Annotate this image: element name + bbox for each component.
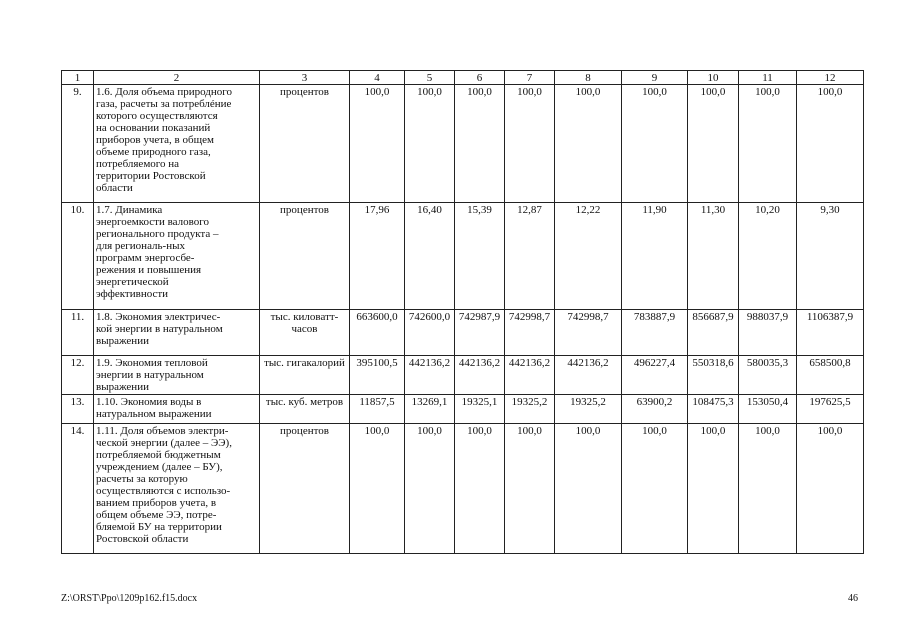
value-cell: 580035,3: [739, 356, 797, 395]
value-cell: 100,0: [405, 85, 455, 203]
column-number: 2: [94, 71, 260, 85]
column-number: 12: [797, 71, 864, 85]
table-row: [62, 424, 864, 554]
unit-of-measure: тыс. киловатт- часов: [260, 310, 350, 356]
value-cell: 13269,1: [405, 395, 455, 424]
value-cell: 742998,7: [555, 310, 622, 356]
value-cell: 100,0: [622, 85, 688, 203]
value-cell: 783887,9: [622, 310, 688, 356]
value-cell: 395100,5: [350, 356, 405, 395]
value-cell: 742600,0: [405, 310, 455, 356]
value-cell: 63900,2: [622, 395, 688, 424]
indicator-name: 1.6. Доля объема природного газа, расчеты за потреблéние которого осуществляются на основании показаний приборов учета, в общем объеме природного газа, потребляемого на территории Ростовской области: [94, 85, 260, 203]
value-cell: 100,0: [739, 85, 797, 203]
value-cell: 100,0: [797, 424, 864, 554]
value-cell: 100,0: [505, 85, 555, 203]
column-number: 11: [739, 71, 797, 85]
value-cell: 9,30: [797, 203, 864, 310]
value-cell: 742998,7: [505, 310, 555, 356]
column-number-row: [62, 71, 864, 85]
unit-of-measure: процентов: [260, 203, 350, 310]
indicator-name: 1.7. Динамика энергоемкости валового регионального продукта – для региональ-ных программ энергосбе- режения и повышения энергетической эффективности: [94, 203, 260, 310]
unit-of-measure: процентов: [260, 85, 350, 203]
column-number: 1: [62, 71, 94, 85]
indicator-name: 1.9. Экономия тепловой энергии в натуральном выражении: [94, 356, 260, 395]
table-body: [62, 71, 864, 554]
column-number: 5: [405, 71, 455, 85]
value-cell: 17,96: [350, 203, 405, 310]
unit-of-measure: процентов: [260, 424, 350, 554]
value-cell: 442136,2: [455, 356, 505, 395]
row-number: 9.: [62, 85, 94, 203]
value-cell: 550318,6: [688, 356, 739, 395]
value-cell: 100,0: [688, 424, 739, 554]
value-cell: 100,0: [405, 424, 455, 554]
value-cell: 100,0: [688, 85, 739, 203]
value-cell: 100,0: [455, 424, 505, 554]
indicator-name: 1.10. Экономия воды в натуральном выражении: [94, 395, 260, 424]
value-cell: 19325,2: [555, 395, 622, 424]
value-cell: 100,0: [622, 424, 688, 554]
value-cell: 153050,4: [739, 395, 797, 424]
value-cell: 10,20: [739, 203, 797, 310]
value-cell: 496227,4: [622, 356, 688, 395]
indicator-name: 1.8. Экономия электричес- кой энергии в натуральном выражении: [94, 310, 260, 356]
value-cell: 108475,3: [688, 395, 739, 424]
value-cell: 1106387,9: [797, 310, 864, 356]
indicator-name: 1.11. Доля объемов электри- ческой энергии (далее – ЭЭ), потребляемой бюджетным учреждением (далее – БУ), расчеты за которую осуществляются с использо- ванием приборов учета, в общем объеме ЭЭ, потре- бляемой БУ на территории Ростовской области: [94, 424, 260, 554]
value-cell: 663600,0: [350, 310, 405, 356]
row-number: 10.: [62, 203, 94, 310]
value-cell: 11,90: [622, 203, 688, 310]
unit-of-measure: тыс. гигакалорий: [260, 356, 350, 395]
unit-of-measure: тыс. куб. метров: [260, 395, 350, 424]
document-path: Z:\ORST\Ppo\1209p162.f15.docx: [61, 593, 198, 604]
indicators-table: [61, 70, 864, 554]
value-cell: 100,0: [350, 85, 405, 203]
column-number: 3: [260, 71, 350, 85]
column-number: 4: [350, 71, 405, 85]
value-cell: 19325,2: [505, 395, 555, 424]
value-cell: 988037,9: [739, 310, 797, 356]
value-cell: 100,0: [739, 424, 797, 554]
value-cell: 442136,2: [555, 356, 622, 395]
value-cell: 11857,5: [350, 395, 405, 424]
value-cell: 12,87: [505, 203, 555, 310]
value-cell: 11,30: [688, 203, 739, 310]
value-cell: 12,22: [555, 203, 622, 310]
value-cell: 100,0: [455, 85, 505, 203]
row-number: 13.: [62, 395, 94, 424]
value-cell: 658500,8: [797, 356, 864, 395]
value-cell: 100,0: [797, 85, 864, 203]
value-cell: 15,39: [455, 203, 505, 310]
value-cell: 197625,5: [797, 395, 864, 424]
column-number: 10: [688, 71, 739, 85]
column-number: 6: [455, 71, 505, 85]
value-cell: 100,0: [555, 424, 622, 554]
table-row: [62, 310, 864, 356]
table-row: [62, 395, 864, 424]
row-number: 12.: [62, 356, 94, 395]
row-number: 14.: [62, 424, 94, 554]
row-number: 11.: [62, 310, 94, 356]
value-cell: 100,0: [505, 424, 555, 554]
column-number: 7: [505, 71, 555, 85]
value-cell: 19325,1: [455, 395, 505, 424]
table-row: [62, 85, 864, 203]
page-number: 46: [848, 593, 858, 604]
value-cell: 442136,2: [405, 356, 455, 395]
value-cell: 100,0: [555, 85, 622, 203]
value-cell: 856687,9: [688, 310, 739, 356]
column-number: 8: [555, 71, 622, 85]
column-number: 9: [622, 71, 688, 85]
value-cell: 442136,2: [505, 356, 555, 395]
table-row: [62, 356, 864, 395]
value-cell: 742987,9: [455, 310, 505, 356]
value-cell: 100,0: [350, 424, 405, 554]
value-cell: 16,40: [405, 203, 455, 310]
table-row: [62, 203, 864, 310]
